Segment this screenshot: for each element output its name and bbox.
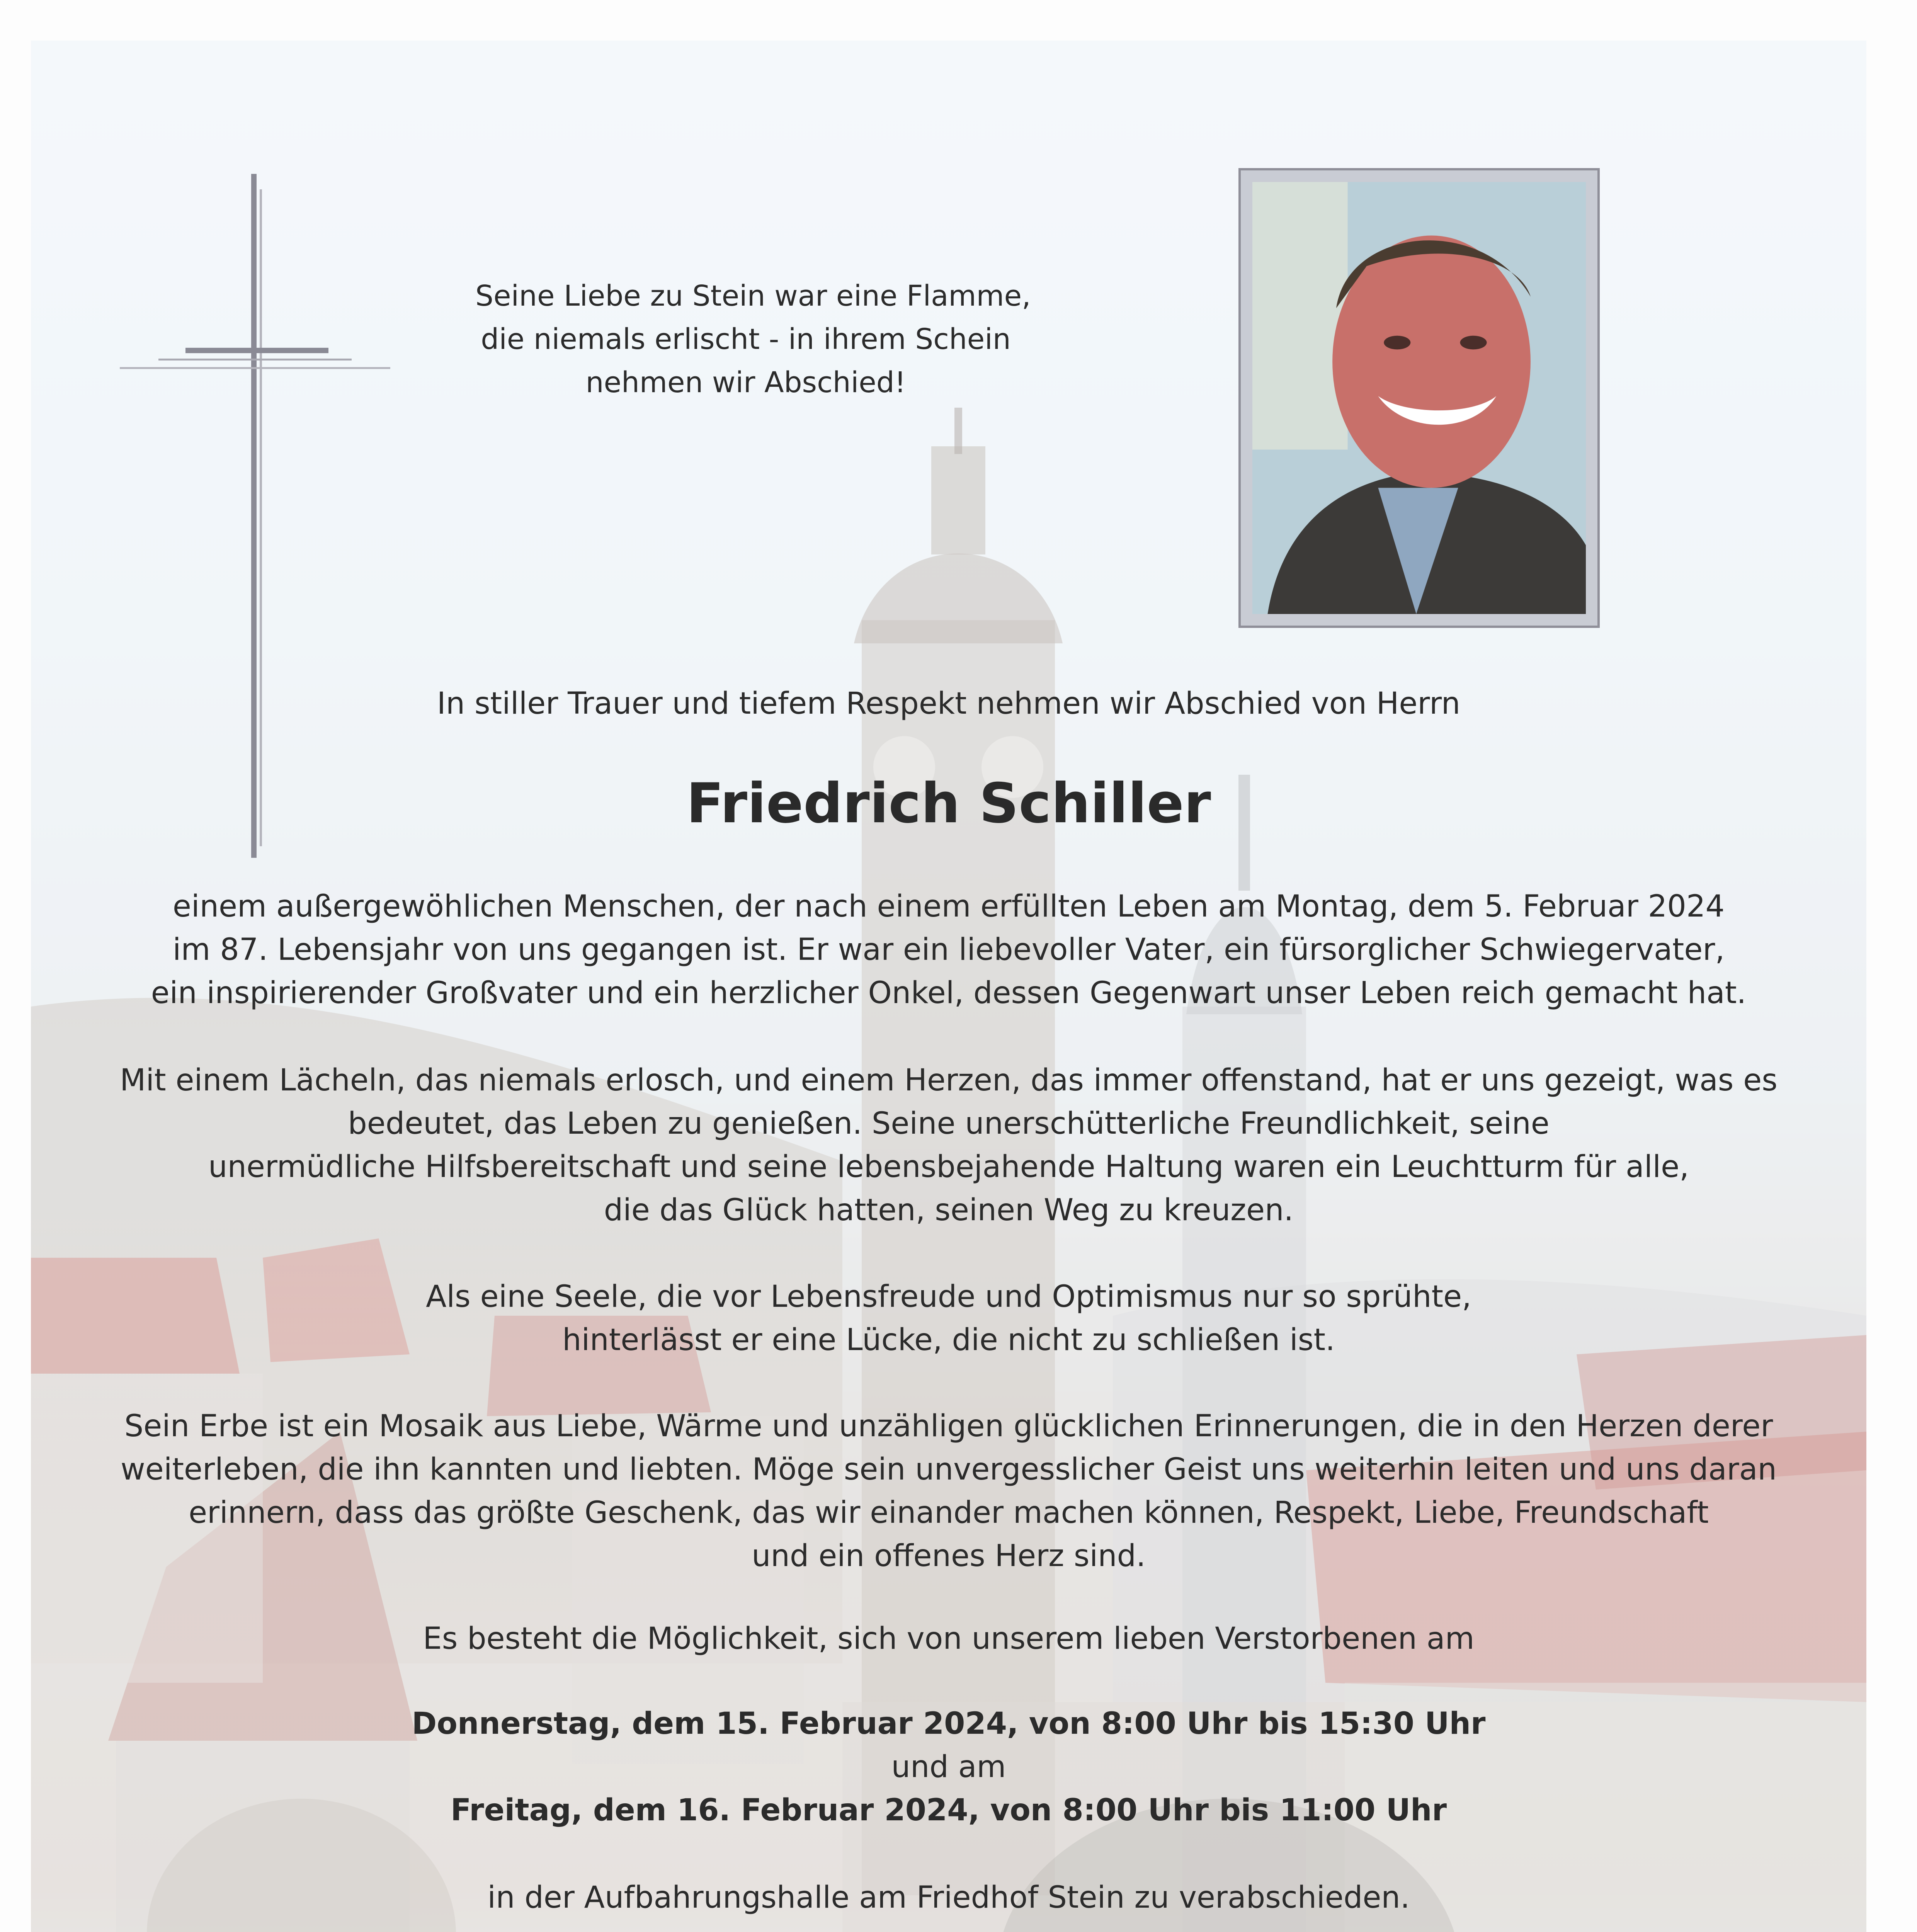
quote-line: Seine Liebe zu Stein war eine Flamme, (475, 279, 1031, 313)
paragraph-line: erinnern, dass das größte Geschenk, das wir einander machen können, Respekt, Liebe, Freundschaft (189, 1495, 1709, 1530)
quote-line: nehmen wir Abschied! (585, 366, 906, 399)
paragraph-line: Es besteht die Möglichkeit, sich von unserem lieben Verstorbenen am (423, 1621, 1475, 1656)
announcement-intro: In stiller Trauer und tiefem Respekt nehmen wir Abschied von Herrn (437, 686, 1461, 721)
paragraph-legacy (31, 1405, 1866, 1578)
viewing-dates (31, 1702, 1866, 1832)
paragraph-line: und ein offenes Herz sind. (752, 1539, 1146, 1573)
cross-icon (120, 174, 390, 858)
paragraph-line: im 87. Lebensjahr von uns gegangen ist. Er war ein liebevoller Vater, ein fürsorglicher Schwiegervater, (172, 932, 1725, 967)
portrait-photo-frame (1238, 168, 1600, 628)
paragraph-line: einem außergewöhlichen Menschen, der nach einem erfüllten Leben am Montag, dem 5. Februar 2024 (172, 889, 1725, 924)
paragraph-line: unermüdliche Hilfsbereitschaft und seine lebensbejahende Haltung waren ein Leuchtturm für alle, (208, 1150, 1689, 1184)
paragraph-line: bedeutet, das Leben zu genießen. Seine unerschütterliche Freundlichkeit, seine (348, 1106, 1550, 1141)
paragraph-line: hinterlässt er eine Lücke, die nicht zu schließen ist. (562, 1323, 1335, 1357)
paragraph-soul (31, 1275, 1866, 1362)
quote-line: die niemals erlischt - in ihrem Schein (481, 323, 1011, 356)
paragraph-viewing-intro (31, 1617, 1866, 1660)
viewing-date-2: Freitag, dem 16. Februar 2024, von 8:00 Uhr bis 11:00 Uhr (450, 1793, 1447, 1828)
paragraph-line: ein inspirierender Großvater und ein herzlicher Onkel, dessen Gegenwart unser Leben reich gemacht hat. (151, 976, 1747, 1010)
obituary-sheet (31, 41, 1866, 1932)
portrait-photo (1252, 182, 1586, 614)
deceased-name: Friedrich Schiller (686, 772, 1211, 835)
paragraph-character (31, 1059, 1866, 1232)
paragraph-line: weiterleben, die ihn kannten und liebten. Möge sein unvergesslicher Geist uns weiterhin leiten und uns daran (120, 1452, 1777, 1487)
memorial-quote (475, 274, 1031, 404)
paragraph-line: die das Glück hatten, seinen Weg zu kreuzen. (604, 1193, 1294, 1228)
paragraph-life (31, 885, 1866, 1015)
portrait-image (1252, 182, 1586, 614)
paragraph-line: Als eine Seele, die vor Lebensfreude und Optimismus nur so sprühte, (426, 1279, 1471, 1314)
paragraph-line: Mit einem Lächeln, das niemals erlosch, und einem Herzen, das immer offenstand, hat er uns gezeigt, was es (120, 1063, 1778, 1098)
viewing-place: in der Aufbahrungshalle am Friedhof Stein zu verabschieden. (487, 1880, 1410, 1915)
viewing-date-1: Donnerstag, dem 15. Februar 2024, von 8:00 Uhr bis 15:30 Uhr (412, 1706, 1486, 1741)
paragraph-line: Sein Erbe ist ein Mosaik aus Liebe, Wärme und unzähligen glücklichen Erinnerungen, die in den Herzen derer (124, 1409, 1773, 1444)
viewing-connector: und am (891, 1750, 1006, 1784)
